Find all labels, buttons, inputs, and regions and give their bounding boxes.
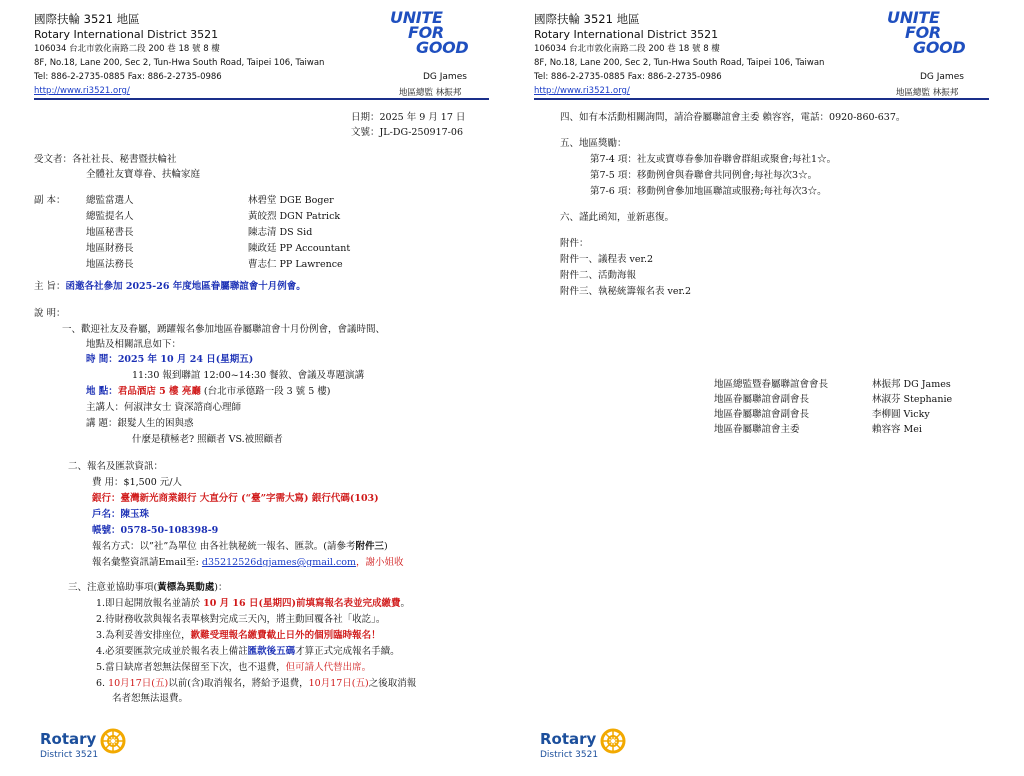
place-label: 地 點： [86,386,118,397]
dg-title: 地區總監 林振邦 [896,88,959,98]
signer-name: 賴容容 Mei [872,424,922,435]
attachment-item: 附件二、活動海報 [560,270,637,281]
letterhead [534,12,824,98]
doc-date: 日期：2025 年 9 月 17 日 [351,112,466,123]
address-zh: 106034 台北市敦化南路二段 200 巷 18 號 8 樓 [34,44,220,54]
org-name-zh: 國際扶輪 3521 地區 [34,12,140,26]
cc-name: 曹志仁 PP Lawrence [248,259,343,270]
rotary-footer-logo [540,730,598,760]
note-5: 5.當日缺席者恕無法保留至下次，也不退費，但可請人代替出席。 [96,662,372,673]
note-6: 6. 10月17日(五)以前(含)取消報名，將給予退費，10月17日(五)之後取消報 [96,678,417,689]
section-4-contact: 四、如有本活動相關詢問，請洽眷屬聯誼會主委 賴容容，電話：0920-860-637。 [560,112,906,123]
section-3-title: 三、注意並協助事項(黃標為異動處)： [68,582,228,593]
account-number: 帳號：0578-50-108398-9 [92,525,219,536]
note-4: 4.必須要匯款完成並於報名表上備註匯款後五碼才算正式完成報名手續。 [96,646,400,657]
signer-role: 地區眷屬聯誼會副會長 [714,409,810,420]
website-link[interactable]: http://www.ri3521.org/ [534,86,630,96]
speaker: 主講人：何淑津女士 資深諮商心理師 [86,402,242,413]
bank-info: 銀行：臺灣新光商業銀行 大直分行 (“臺”字需大寫) 銀行代碼(103) [92,493,379,504]
phone-fax: Tel: 886-2-2735-0885 Fax: 886-2-2735-0986 [534,72,722,82]
cc-role: 地區秘書長 [86,227,134,238]
address-en: 8F, No.18, Lane 200, Sec 2, Tun-Hwa South Road, Taipei 106, Taiwan [534,58,825,68]
rotary-wheel-icon [100,728,126,754]
note-2: 2.待財務收款與報名表單核對完成三天內，將主動回覆各社「收訖」。 [96,614,386,625]
section-2-title: 二、報名及匯款資訊： [68,461,164,472]
topic: 講 題：銀髮人生的困與惑 [86,418,194,429]
reward-item: 第7-5 項：移動例會與眷聯會共同例會;每社每次3☆。 [590,170,818,181]
section-1-intro: 一、歡迎社友及眷屬，踴躍報名參加地區眷屬聯誼會十月份例會，會議時間、 [62,324,386,335]
topic-sub: 什麼是積極老? 照顧者 VS.被照顧者 [132,434,283,445]
dg-name: DG James [920,72,964,82]
reward-item: 第7-6 項：移動例會參加地區聯誼或服務;每社每次3☆。 [590,186,827,197]
cc-name: 陳志清 DS Sid [248,227,313,238]
email-link[interactable]: d35212526dgjames@gmail.com [201,557,357,568]
time-value: 2025 年 10 月 24 日(星期五) [117,354,254,365]
org-name-en: Rotary International District 3521 [34,28,219,41]
time-detail: 11:30 報到聯誼 12:00~14:30 餐敘、會議及專題演講 [132,370,365,381]
reward-item: 第7-4 項：社友或寶尊眷參加眷聯會群組或聚會;每社1☆。 [590,154,837,165]
website-link[interactable]: http://www.ri3521.org/ [34,86,130,96]
cc-name: 陳政廷 PP Accountant [248,243,351,254]
phone-fax: Tel: 886-2-2735-0885 Fax: 886-2-2735-0986 [34,72,222,82]
unite-for-good-logo: UNITE FOR GOOD [390,8,469,57]
district-label: District 3521 [540,750,599,760]
attachment-3-ref: 附件三 [355,541,384,552]
letter-page-1 [12,0,512,776]
attachment-item: 附件一、議程表 ver.2 [560,254,654,265]
attachment-item: 附件三、執秘統籌報名表 ver.2 [560,286,692,297]
dg-name: DG James [423,72,467,82]
signer-role: 地區總監暨眷屬聯誼會會長 [714,379,829,390]
event-place [86,384,330,400]
cc-role: 總監當選人 [86,195,134,206]
rotary-wordmark: Rotary [540,730,597,748]
signer-name: 李柳圓 Vicky [872,409,930,420]
registration-method: 報名方式：以”社”為單位 由各社執秘統一報名、匯款。(請參考附件三) [92,541,388,552]
explain-label: 說 明： [34,308,66,319]
note-6-cont: 名者恕無法退費。 [112,693,189,704]
subject-text: 函邀各社參加 2025-26 年度地區眷屬聯誼會十月例會。 [65,281,306,292]
place-value: 君品酒店 5 樓 亮廳 [117,386,201,397]
header-divider [534,98,989,100]
signer-role: 地區眷屬聯誼會主委 [714,424,800,435]
place-address: (台北市承德路一段 3 號 5 樓) [200,386,331,397]
address-zh: 106034 台北市敦化南路二段 200 巷 18 號 8 樓 [534,44,720,54]
rotary-wheel-icon [600,728,626,754]
address-en: 8F, No.18, Lane 200, Sec 2, Tun-Hwa South Road, Taipei 106, Taiwan [34,58,325,68]
cc-role: 地區法務長 [86,259,134,270]
section-5-title: 五、地區獎勵： [560,138,627,149]
fee: 費 用：$1,500 元/人 [92,477,182,488]
rotary-footer-logo [40,730,98,760]
subject-line [34,279,306,295]
letterhead [34,12,324,98]
rotary-wordmark: Rotary [40,730,97,748]
note-1: 1.即日起開放報名並請於 10 月 16 日(星期四)前填寫報名表並完成繳費。 [96,598,410,609]
letter-page-2 [512,0,1012,776]
dg-title: 地區總監 林振邦 [399,88,462,98]
section-6-closing: 六、謹此函知，並新惠復。 [560,212,675,223]
header-divider [34,98,489,100]
email-line: 報名彙整資訊請Email至: d35212526dgjames@gmail.com，謝小姐收 [92,557,404,568]
cc-name: 黃皎烈 DGN Patrick [248,211,341,222]
cc-name: 林碧堂 DGE Boger [248,195,334,206]
account-name: 戶名：陳玉珠 [92,509,150,520]
unite-for-good-logo: UNITE FOR GOOD [887,8,966,57]
cc-role: 總監提名人 [86,211,134,222]
subject-label: 主 旨： [34,281,66,292]
signer-name: 林淑芬 Stephanie [872,394,953,405]
signer-role: 地區眷屬聯誼會副會長 [714,394,810,405]
section-1-intro-cont: 地點及相關訊息如下： [86,339,182,350]
note-3: 3.為利妥善安排座位，歉難受理報名繳費截止日外的個別臨時報名！ [96,630,381,641]
recipients-line-1: 受文者：各社社長、秘書暨扶輪社 [34,154,177,165]
recipients-line-2: 全體社友寶尊眷、扶輪家庭 [86,169,201,180]
org-name-en: Rotary International District 3521 [534,28,719,41]
time-label: 時 間： [86,354,118,365]
event-time [86,352,253,368]
attachments-title: 附件： [560,238,589,249]
signer-name: 林振邦 DG James [872,379,951,390]
org-name-zh: 國際扶輪 3521 地區 [534,12,640,26]
doc-ref: 文號：JL-DG-250917-06 [351,127,463,138]
cc-label: 副 本： [34,195,66,206]
cc-role: 地區財務長 [86,243,134,254]
district-label: District 3521 [40,750,99,760]
